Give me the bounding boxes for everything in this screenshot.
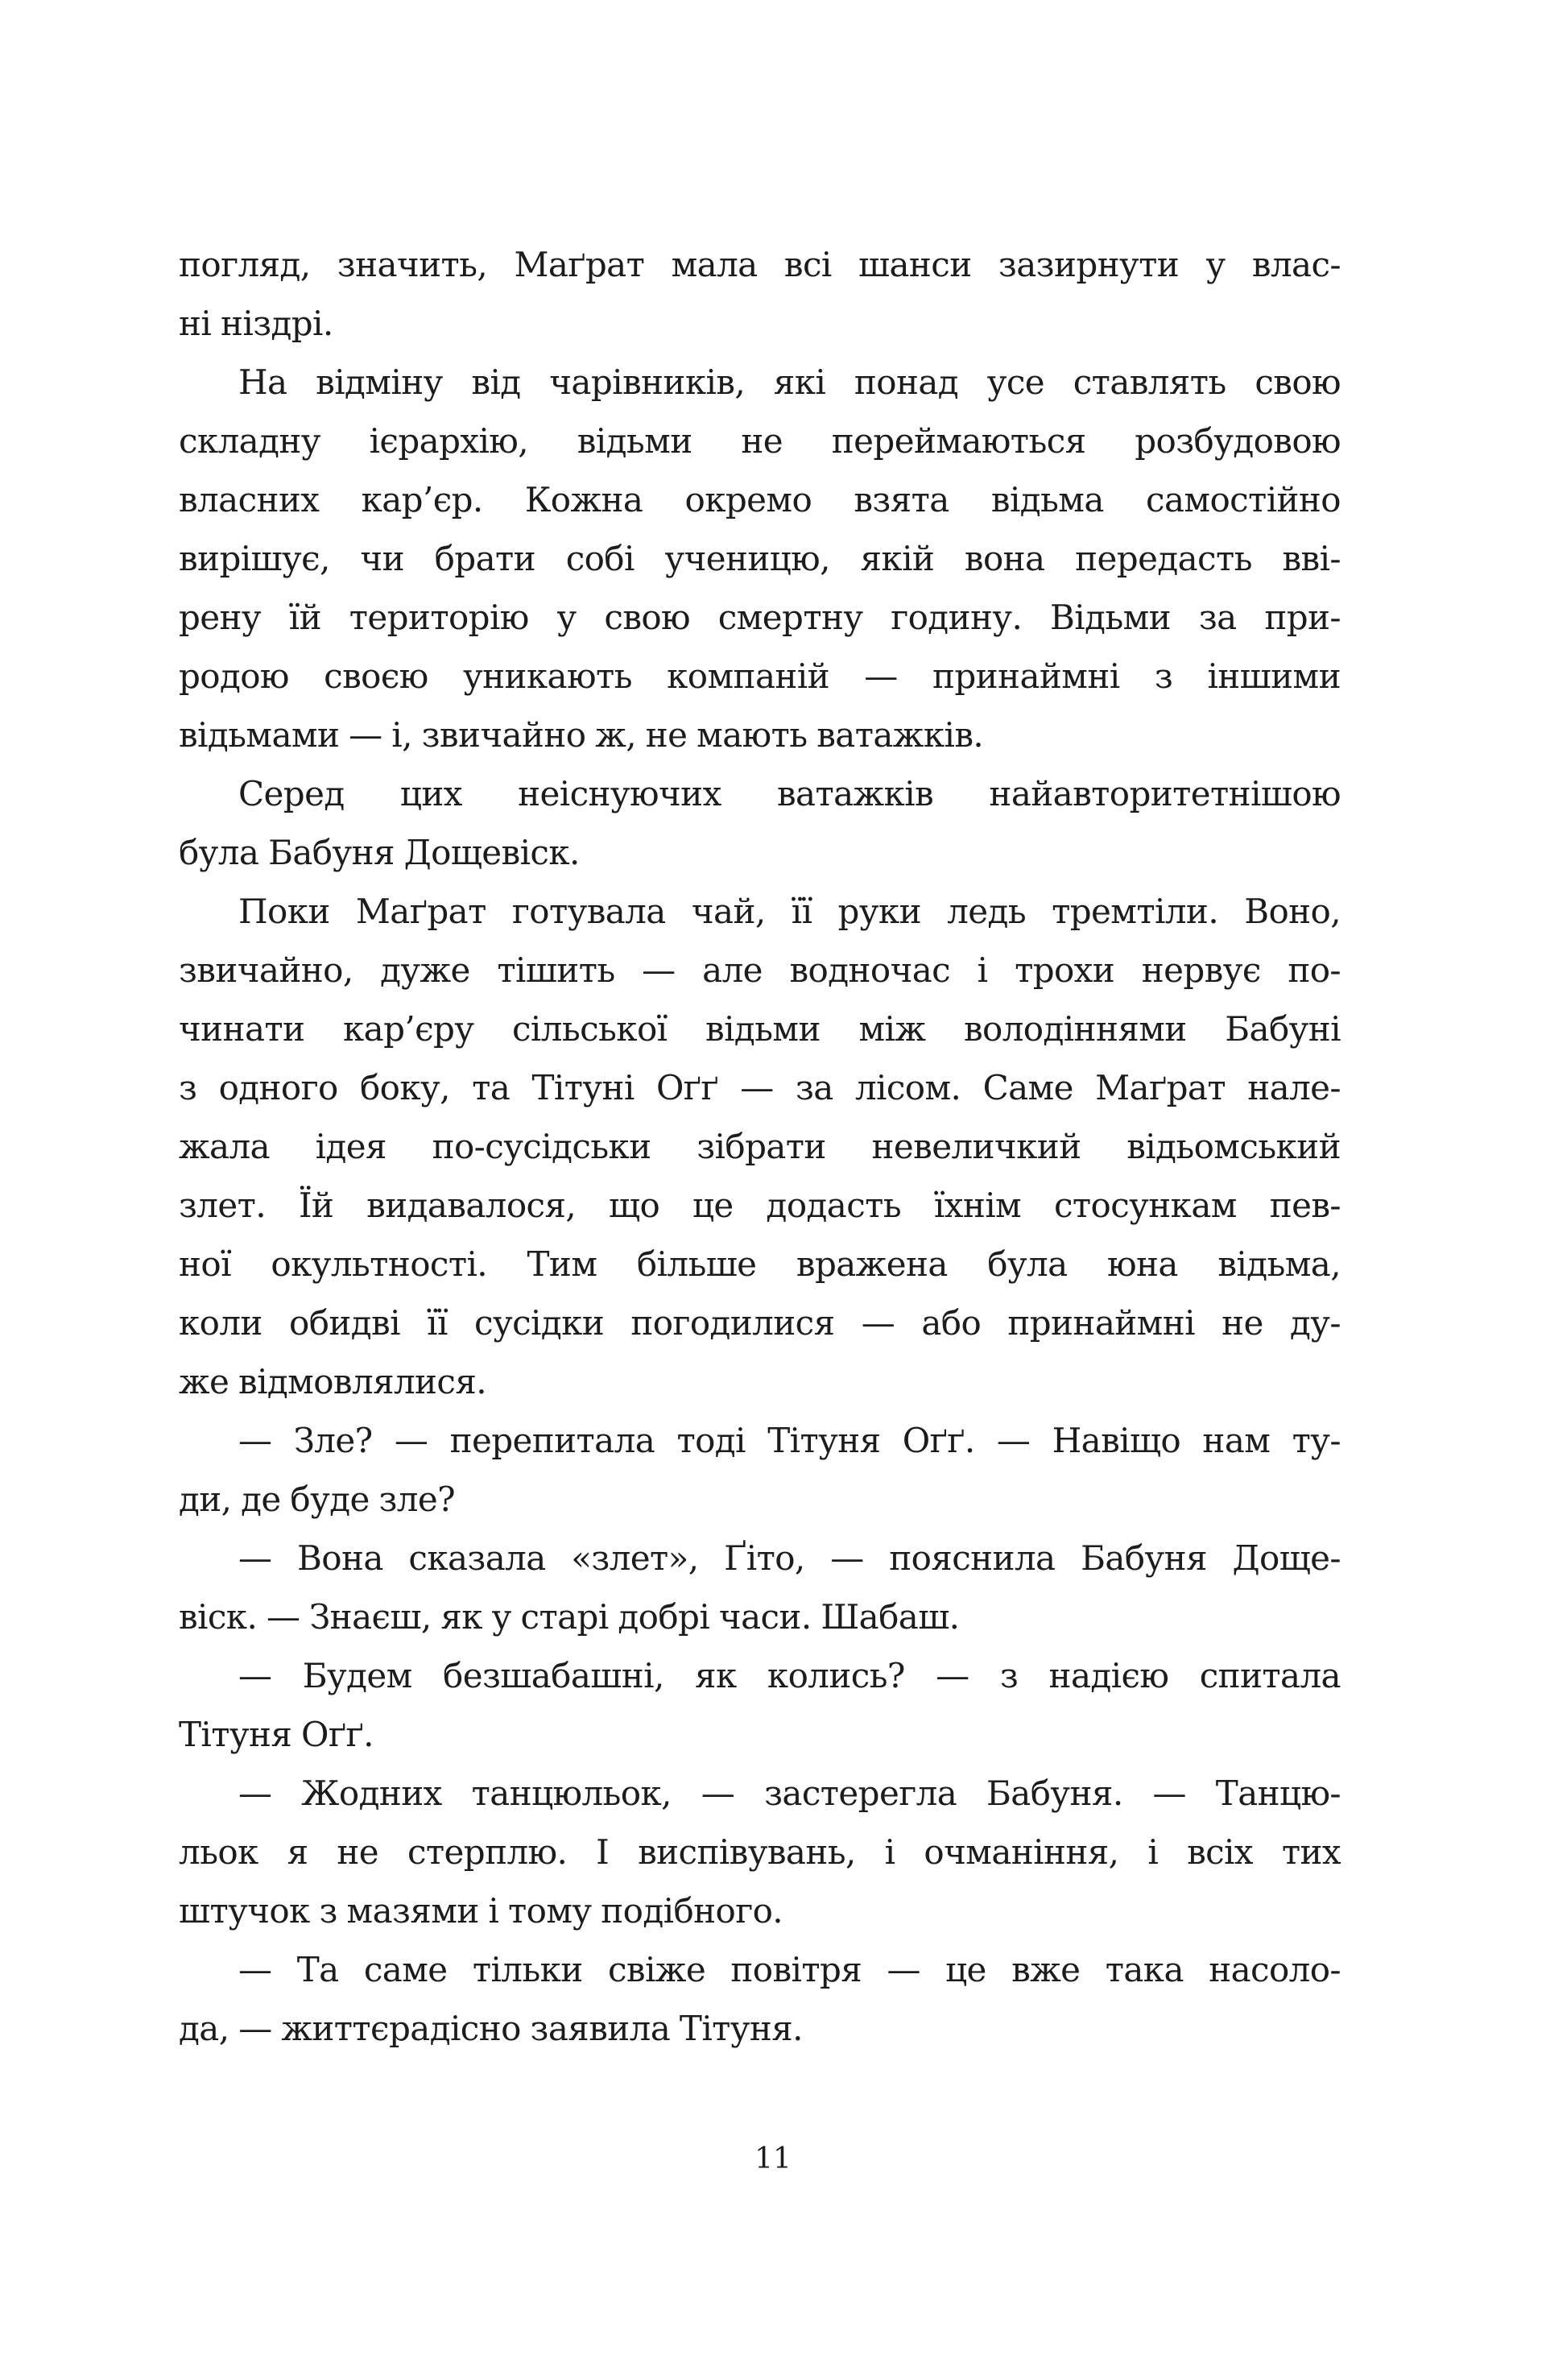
- text-line: відьмами — і, звичайно ж, не мають ватажків.: [179, 715, 984, 755]
- text-line: коли обидві її сусідки погодилися — або принаймні не ду-: [179, 1303, 1341, 1343]
- text-line: погляд, значить, Маґрат мала всі шанси зазирнути у влас-: [179, 245, 1341, 284]
- text-line: да, — життєрадісно заявила Тітуня.: [179, 2009, 803, 2048]
- text-line: рену їй територію у свою смертну годину. Відьми за при-: [179, 598, 1341, 637]
- text-line: льок я не стерплю. І виспівувань, і очманіння, і всіх тих: [179, 1832, 1341, 1872]
- text-line: родою своєю уникають компаній — принаймні з іншими: [179, 656, 1341, 696]
- text-line: чинати кар’єру сільської відьми між володіннями Бабуні: [179, 1009, 1341, 1049]
- text-line: злет. Їй видавалося, що це додасть їхнім стосункам пев-: [179, 1186, 1341, 1225]
- text-line: вирішує, чи брати собі ученицю, якій вона передасть вві-: [179, 539, 1341, 578]
- text-line: звичайно, дуже тішить — але водночас і трохи нервує по-: [179, 950, 1341, 990]
- text-line: власних кар’єр. Кожна окремо взята відьма самостійно: [179, 480, 1341, 519]
- text-line: Поки Маґрат готувала чай, її руки ледь тремтіли. Воно,: [238, 892, 1341, 931]
- text-line: — Жодних танцюльок, — застерегла Бабуня. — Танцю-: [238, 1774, 1341, 1813]
- text-line: була Бабуня Дощевіск.: [179, 833, 580, 872]
- body-text: [179, 235, 1341, 2058]
- text-line: же відмовлялися.: [179, 1362, 487, 1401]
- text-line: — Та саме тільки свіже повітря — це вже така насоло-: [238, 1950, 1341, 1989]
- text-line: Серед цих неіснуючих ватажків найавторитетнішою: [238, 774, 1341, 813]
- text-line: — Будем безшабашні, як колись? — з надією спитала: [238, 1656, 1341, 1695]
- text-line: ної окультності. Тим більше вражена була юна відьма,: [179, 1244, 1341, 1284]
- text-line: — Зле? — перепитала тоді Тітуня Оґґ. — Навіщо нам ту-: [238, 1421, 1341, 1460]
- text-line: штучок з мазями і тому подібного.: [179, 1891, 783, 1931]
- text-line: складну ієрархію, відьми не переймаються розбудовою: [179, 421, 1341, 461]
- text-line: жала ідея по-сусідськи зібрати невеличкий відьомський: [179, 1127, 1341, 1166]
- page-number: 11: [754, 2142, 792, 2175]
- text-line: віск. — Знаєш, як у старі добрі часи. Шабаш.: [179, 1597, 960, 1637]
- text-line: ди, де буде зле?: [179, 1480, 456, 1519]
- text-line: Тітуня Оґґ.: [179, 1715, 374, 1754]
- text-line: — Вона сказала «злет», Ґіто, — пояснила Бабуня Доще-: [238, 1538, 1341, 1578]
- text-line: з одного боку, та Тітуні Оґґ — за лісом. Саме Маґрат нале-: [179, 1068, 1341, 1107]
- text-line: На відміну від чарівників, які понад усе ставлять свою: [238, 362, 1341, 402]
- text-line: ні ніздрі.: [179, 304, 333, 343]
